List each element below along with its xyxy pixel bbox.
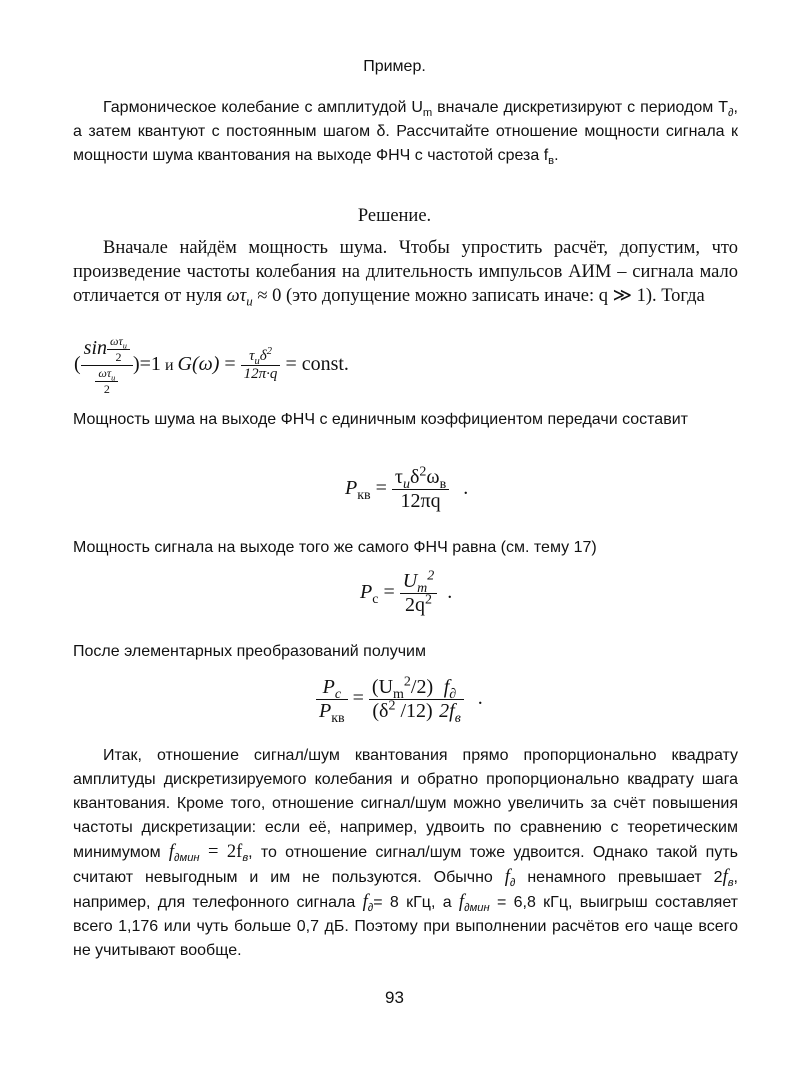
- subscript: кв: [331, 711, 345, 726]
- subscript: и: [254, 356, 260, 367]
- equals-sign: =: [378, 581, 400, 604]
- formula-snr: [316, 674, 483, 726]
- solution-heading: Решение.: [357, 206, 432, 226]
- conclusion-text: Итак, отношение сигнал/шум квантования прямо пропорционально квадрату амплитуды дискретизируемого колебания и обратно пропорционально квадрату шага квантования. Кроме того, отношение сигнал/шум можно увеличить за счёт повышения частоты дискретизации: если её, например, удвоить по сравнению с теоретическим минимумом: [73, 747, 738, 861]
- subscript: m: [422, 107, 433, 120]
- conclusion-text: , то отношение сигнал/шум тоже удвоится. Однако такой путь считают невыгодным и им не пользуются. Обычно: [73, 844, 738, 886]
- subscript: ∂: [449, 687, 457, 702]
- transform-paragraph: После элементарных преобразований получим: [73, 643, 426, 660]
- rhs-denominator: 12π·q: [243, 366, 278, 382]
- two-fv: 2f: [439, 700, 455, 722]
- math-f: f: [168, 842, 175, 862]
- math-f: f: [722, 867, 728, 887]
- amplitude: U: [402, 570, 418, 592]
- trail-dot: .: [447, 581, 453, 604]
- num-open: (U: [371, 676, 394, 698]
- solution-paragraph: [73, 236, 738, 308]
- trail-dot: .: [463, 477, 469, 500]
- problem-text: .: [554, 147, 559, 164]
- signal-paragraph: Мощность сигнала на выходе того же самого ФНЧ равна (см. тему 17): [73, 539, 597, 556]
- math-f: f: [362, 892, 368, 912]
- subscript: и: [122, 341, 127, 351]
- solution-text: ≈ 0 (это допущение можно записать иначе: q ≫ 1). Тогда: [252, 286, 705, 306]
- subscript: ∂: [367, 902, 374, 915]
- superscript: 2: [419, 464, 427, 480]
- subscript: в: [548, 155, 555, 168]
- noise-paragraph: Мощность шума на выходе ФНЧ с единичным коэффициентом передачи составит: [73, 411, 688, 428]
- subscript: и: [111, 373, 116, 383]
- conjunction: и: [160, 357, 178, 375]
- formula-sinc: ( sin $\frac{\omega\tau_и}{2}$ $\frac{\omega\tau_и}{2}$ )=1 и G(ω) = $\frac{\tau_и\delta^2}{12\pi\cdot q}$ = const.: [74, 334, 349, 396]
- const-label: = const.: [280, 353, 349, 376]
- sinc-fraction: [81, 334, 133, 397]
- equals-one: )=1: [132, 353, 161, 376]
- num-close: /2): [410, 676, 434, 698]
- fd: f: [443, 676, 450, 698]
- equals-sign: =: [219, 353, 241, 376]
- tau: τ: [249, 348, 255, 364]
- delta: δ: [409, 466, 420, 488]
- arg-num: ωτ: [110, 334, 123, 348]
- omega: ω: [426, 466, 440, 488]
- den-num: ωτ: [98, 366, 112, 380]
- subscript: в: [727, 877, 734, 890]
- subscript: в: [454, 711, 461, 726]
- subscript: в: [439, 477, 447, 492]
- subscript: с: [372, 592, 379, 608]
- conclusion-text: , например, для телефонного сигнала: [73, 869, 738, 911]
- equals-sign: =: [370, 477, 392, 500]
- conclusion-paragraph: [73, 744, 738, 963]
- lhs-p: P: [345, 477, 358, 500]
- arg-den: 2: [115, 350, 122, 364]
- trail-dot: .: [477, 687, 483, 710]
- formula-noise-power: [345, 466, 468, 513]
- sin-label: sin: [83, 337, 108, 360]
- conclusion-text: ненамного превышает 2: [515, 869, 723, 886]
- superscript: 2: [427, 568, 435, 584]
- den-den: 2: [103, 382, 110, 396]
- subscript: ∂: [728, 107, 734, 120]
- conclusion-text: = 8 кГц, а: [373, 894, 459, 911]
- denominator: 12πq: [400, 490, 441, 512]
- subscript: ∂мин: [464, 902, 490, 915]
- subscript: кв: [357, 488, 371, 504]
- pc: P: [322, 676, 335, 698]
- den-close: /12): [395, 700, 433, 722]
- subscript: ∂мин: [174, 852, 200, 865]
- subscript: и: [246, 293, 253, 309]
- lhs-p: P: [360, 581, 373, 604]
- superscript: 2: [403, 674, 411, 690]
- problem-paragraph: [73, 96, 738, 168]
- delta: δ: [259, 348, 267, 364]
- page-number: 93: [385, 988, 404, 1007]
- subscript: ∂: [509, 877, 516, 890]
- problem-text: , а затем квантуют с постоянным шагом δ. Рассчитайте отношение мощности сигнала к мощности шума квантования на выходе ФНЧ с частотой среза f: [73, 99, 738, 164]
- subscript: m: [417, 581, 428, 596]
- subscript: c: [334, 687, 342, 702]
- problem-text: Гармоническое колебание с амплитудой U: [103, 99, 423, 116]
- superscript: 2: [266, 346, 272, 357]
- g-function: G(ω): [177, 353, 220, 376]
- pkv: P: [319, 700, 332, 722]
- math-f: f: [504, 867, 510, 887]
- formula-signal-power: [360, 570, 452, 617]
- math-expression: = 2f: [199, 842, 243, 862]
- denominator: 2q: [405, 594, 425, 616]
- conclusion-text: = 6,8 кГц, выигрыш составляет всего 1,176 или чуть больше 0,7 дБ. Поэтому при выполнении расчётов его чаще всего не учитывают вообще.: [73, 894, 739, 959]
- den-open: (δ: [372, 700, 389, 722]
- problem-text: вначале дискретизируют с периодом T: [432, 99, 729, 116]
- solution-text: Вначале найдём мощность шума. Чтобы упростить расчёт, допустим, что произведение частоты колебания на длительность импульсов АИМ – сигнала мало отличается от нуля: [73, 238, 738, 306]
- tau: τ: [394, 466, 403, 488]
- equals-sign: =: [347, 687, 369, 710]
- subscript: в: [242, 852, 249, 865]
- subscript: m: [393, 687, 404, 702]
- superscript: 2: [388, 698, 396, 714]
- math-expression: ωτ: [226, 286, 247, 306]
- subscript: u: [402, 477, 410, 492]
- example-title: Пример.: [363, 58, 426, 75]
- superscript: 2: [425, 592, 432, 608]
- math-f: f: [458, 892, 465, 912]
